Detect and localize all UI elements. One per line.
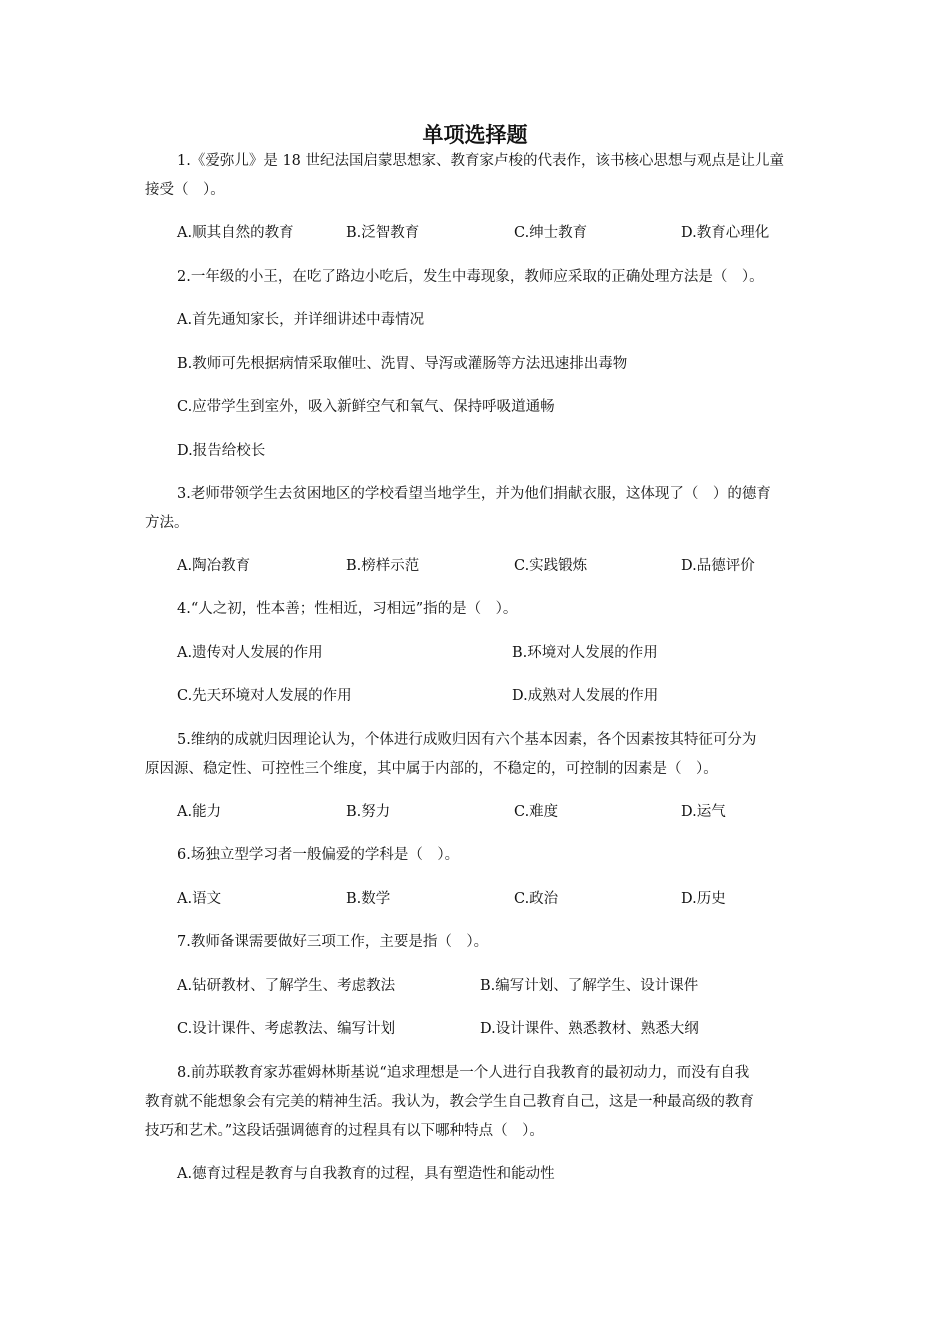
question-1-option-a: A.顺其自然的教育 [177, 225, 294, 241]
question-3-option-a: A.陶冶教育 [177, 558, 251, 574]
question-2-option-c: C.应带学生到室外，吸入新鲜空气和氧气、保持呼吸道通畅 [177, 399, 555, 415]
question-7-stem-line-1: 7.教师备课需要做好三项工作，主要是指（ ）。 [177, 934, 489, 950]
question-6-option-d: D.历史 [681, 891, 726, 907]
question-4-option-a: A.遗传对人发展的作用 [177, 645, 323, 661]
question-1-option-c: C.绅士教育 [514, 225, 588, 241]
question-5-option-b: B.努力 [346, 804, 391, 820]
question-5-stem-line-1: 5.维纳的成就归因理论认为，个体进行成败归因有六个基本因素，各个因素按其特征可分为 [177, 732, 757, 748]
question-7-option-b: B.编写计划、了解学生、设计课件 [480, 978, 699, 994]
question-5-stem-line-2: 原因源、稳定性、可控性三个维度，其中属于内部的，不稳定的，可控制的因素是（ ）。 [145, 761, 718, 777]
question-3-option-d: D.品德评价 [681, 558, 755, 574]
question-7-option-c: C.设计课件、考虑教法、编写计划 [177, 1021, 396, 1037]
question-7-option-d: D.设计课件、熟悉教材、熟悉大纲 [480, 1021, 699, 1037]
question-6-option-c: C.政治 [514, 891, 559, 907]
question-2-stem-line-1: 2.一年级的小王，在吃了路边小吃后，发生中毒现象，教师应采取的正确处理方法是（ ）。 [177, 269, 764, 285]
question-2-option-a: A.首先通知家长，并详细讲述中毒情况 [177, 312, 425, 328]
question-5-option-c: C.难度 [514, 804, 559, 820]
question-2-option-d: D.报告给校长 [177, 443, 266, 459]
question-8-option-a: A.德育过程是教育与自我教育的过程，具有塑造性和能动性 [177, 1166, 555, 1182]
question-7-option-a: A.钻研教材、了解学生、考虑教法 [177, 978, 396, 994]
question-3-stem-line-1: 3.老师带领学生去贫困地区的学校看望当地学生，并为他们捐献衣服，这体现了（ ）的德育 [177, 486, 771, 502]
question-1-stem-line-2: 接受（ ）。 [145, 182, 225, 198]
question-1-option-b: B.泛智教育 [346, 225, 420, 241]
question-3-option-b: B.榜样示范 [346, 558, 420, 574]
question-3-stem-line-2: 方法。 [145, 515, 189, 531]
question-6-stem-line-1: 6.场独立型学习者一般偏爱的学科是（ ）。 [177, 847, 460, 863]
page-title: 单项选择题 [422, 123, 528, 147]
question-2-option-b: B.教师可先根据病情采取催吐、洗胃、导泻或灌肠等方法迅速排出毒物 [177, 356, 628, 372]
question-4-stem-line-1: 4.“人之初，性本善；性相近，习相远”指的是（ ）。 [177, 601, 518, 617]
question-3-option-c: C.实践锻炼 [514, 558, 588, 574]
question-1-stem-line-1: 1.《爱弥儿》是 18 世纪法国启蒙思想家、教育家卢梭的代表作，该书核心思想与观点是让儿童 [177, 153, 784, 169]
question-8-stem-line-3: 技巧和艺术。”这段话强调德育的过程具有以下哪种特点（ ）。 [145, 1123, 544, 1139]
question-8-stem-line-2: 教育就不能想象会有完美的精神生活。我认为，教会学生自己教育自己，这是一种最高级的教育 [145, 1094, 754, 1110]
question-5-option-d: D.运气 [681, 804, 726, 820]
question-4-option-c: C.先天环境对人发展的作用 [177, 688, 352, 704]
question-1-option-d: D.教育心理化 [681, 225, 770, 241]
question-6-option-b: B.数学 [346, 891, 391, 907]
question-8-stem-line-1: 8.前苏联教育家苏霍姆林斯基说“追求理想是一个人进行自我教育的最初动力，而没有自我 [177, 1065, 750, 1081]
question-4-option-d: D.成熟对人发展的作用 [512, 688, 659, 704]
question-6-option-a: A.语文 [177, 891, 222, 907]
question-5-option-a: A.能力 [177, 804, 222, 820]
question-4-option-b: B.环境对人发展的作用 [512, 645, 658, 661]
